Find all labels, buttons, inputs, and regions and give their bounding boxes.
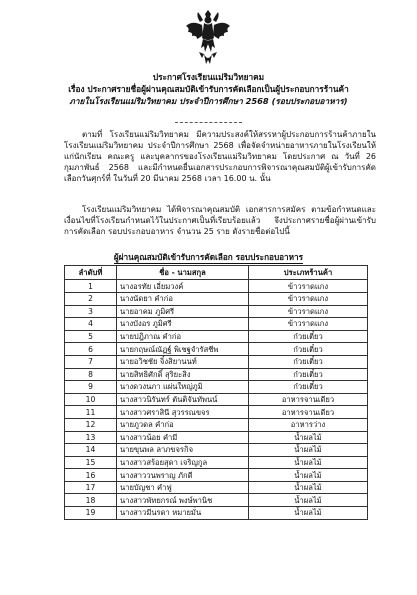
table-row (65, 343, 368, 356)
row-number: 16 (65, 469, 117, 482)
row-shop-type: น้ำผลไม้ (249, 456, 368, 469)
row-name: นายสิทธิศักดิ์ สุริยะสิง (117, 368, 249, 381)
row-number: 2 (65, 292, 117, 305)
table-row (65, 406, 368, 419)
row-number: 19 (65, 507, 117, 520)
table-row (65, 469, 368, 482)
table-row (65, 381, 368, 394)
row-number: 11 (65, 406, 117, 419)
row-shop-type: ก๋วยเตี๋ยว (249, 330, 368, 343)
row-number: 6 (65, 343, 117, 356)
row-name: นางสาวสร้อยสุดา เจริญกูล (117, 456, 249, 469)
row-name: นายปฎิภาณ คำก่อ (117, 330, 249, 343)
row-name: นางสาวศราสินี สุวรรณขจร (117, 406, 249, 419)
column-header-name: ชื่อ - นามสกุล (117, 266, 249, 280)
row-name: นางสาวมีนรดา หมายมั่น (117, 507, 249, 520)
row-name: นางบังอร ภูมิศรี (117, 318, 249, 331)
row-number: 13 (65, 431, 117, 444)
row-number: 7 (65, 355, 117, 368)
row-number: 18 (65, 494, 117, 507)
row-name: นางนัดยา คำก่อ (117, 292, 249, 305)
table-header-row (65, 266, 368, 280)
announcement-subject-line2: ภายในโรงเรียนแม่ริมวิทยาคม ประจำปีการศึกษา 2568 (รอบประกอบอาหาร) (69, 96, 348, 106)
table-row (65, 280, 368, 293)
row-name: นางสาววนพราญ ภักดี (117, 469, 249, 482)
column-header-number: ลำดับที่ (65, 266, 117, 280)
qualified-vendors-table (64, 265, 368, 520)
garuda-emblem-icon (184, 8, 232, 66)
row-shop-type: น้ำผลไม้ (249, 507, 368, 520)
row-shop-type: น้ำผลไม้ (249, 481, 368, 494)
table-row (65, 355, 368, 368)
row-name: นางสาวน้อย คำมี (117, 431, 249, 444)
table-row (65, 507, 368, 520)
row-number: 15 (65, 456, 117, 469)
row-shop-type: น้ำผลไม้ (249, 494, 368, 507)
row-shop-type: ข้าวราดแกง (249, 305, 368, 318)
table-row (65, 330, 368, 343)
row-name: นายบัญชา คำฟู (117, 481, 249, 494)
announcement-subject: เรื่อง ประกาศรายชื่อผู้ผ่านคุณสมบัติเข้ารับการคัดเลือกเป็นผู้ประกอบการร้านค้า (68, 84, 349, 94)
row-number: 3 (65, 305, 117, 318)
heading-separator (175, 122, 242, 123)
row-shop-type: ข้าวราดแกง (249, 292, 368, 305)
table-row (65, 368, 368, 381)
table-row (65, 444, 368, 457)
row-number: 4 (65, 318, 117, 331)
row-name: นายภูวดล คำก่อ (117, 418, 249, 431)
row-number: 9 (65, 381, 117, 394)
row-shop-type: ก๋วยเตี๋ยว (249, 343, 368, 356)
table-row (65, 292, 368, 305)
row-name: นายกฤษณ์ณัฏฐ์ พิเชฐจำรัสชีพ (117, 343, 249, 356)
table-row (65, 418, 368, 431)
table-row (65, 305, 368, 318)
row-name: นายอวิชชัย จิ๋งสิยานนท์ (117, 355, 249, 368)
row-shop-type: ก๋วยเตี๋ยว (249, 381, 368, 394)
row-shop-type: อาหารจานเดียว (249, 406, 368, 419)
table-row (65, 393, 368, 406)
row-shop-type: น้ำผลไม้ (249, 431, 368, 444)
row-shop-type: ข้าวราดแกง (249, 318, 368, 331)
table-row (65, 481, 368, 494)
row-shop-type: น้ำผลไม้ (249, 444, 368, 457)
row-number: 14 (65, 444, 117, 457)
row-number: 8 (65, 368, 117, 381)
column-header-shop-type: ประเภทร้านค้า (249, 266, 368, 280)
row-name: นายขุนพล ลาภขจรกิจ (117, 444, 249, 457)
row-number: 10 (65, 393, 117, 406)
row-shop-type: น้ำผลไม้ (249, 469, 368, 482)
table-row (65, 456, 368, 469)
table-row (65, 431, 368, 444)
announcement-title: ประกาศโรงเรียนแม่ริมวิทยาคม (152, 72, 265, 82)
row-number: 1 (65, 280, 117, 293)
row-shop-type: อาหารว่าง (249, 418, 368, 431)
row-number: 5 (65, 330, 117, 343)
table-row (65, 318, 368, 331)
table-row (65, 494, 368, 507)
row-name: นางอรทัย เอี่ยมวงค์ (117, 280, 249, 293)
row-name: นางดวงนภา แผ่นใหญ่ภูมิ (117, 381, 249, 394)
row-shop-type: อาหารจานเดียว (249, 393, 368, 406)
row-shop-type: ก๋วยเตี๋ยว (249, 368, 368, 381)
row-number: 12 (65, 418, 117, 431)
row-name: นางสาวพัทยกรณ์ พงษ์พานิช (117, 494, 249, 507)
row-name: นายอาคม ภูมิศรี (117, 305, 249, 318)
paragraph-background: ตามที่ โรงเรียนแม่ริมวิทยาคม มีความประสงค์ให้สรรหาผู้ประกอบการร้านค้าภายในโรงเรียนแม่ริมวิทยาคม ประจำปีการศึกษา 2568 เพื่อจัดจำหน่ายอาหารภายในโรงเรียนให้แก่นักเรียน คณะครู และบุคลากรของโรงเรียนแม่ริมวิทยาคม โดยประกาศ ณ วันที่ 26 กุมภาพันธ์ 2568 และมีกำหนดยื่นเอกสารประกอบการพิจารณาคุณสมบัติผู้เข้ารับการคัดเลือกวันศุกร์ที่ ในวันที่ 20 มีนาคม 2568 เวลา 16.00 น. นั้น (64, 130, 376, 183)
row-shop-type: ก๋วยเตี๋ยว (249, 355, 368, 368)
row-number: 17 (65, 481, 117, 494)
paragraph-result: โรงเรียนแม่ริมวิทยาคม ได้พิจารณาคุณสมบัติ เอกสารการสมัคร ตามข้อกำหนดและเงื่อนไขที่โรงเรียนกำหนดไว้ในประกาศเป็นที่เรียบร้อยแล้ว จึงประกาศรายชื่อผู้ผ่านเข้ารับการคัดเลือก รอบประกอบอาหาร จำนวน 25 ราย ดังรายชื่อต่อไปนี้ (64, 205, 376, 236)
row-shop-type: ข้าวราดแกง (249, 280, 368, 293)
table-title: ผู้ผ่านคุณสมบัติเข้ารับการคัดเลือก รอบประกอบอาหาร (113, 252, 304, 262)
row-name: นางสาวนิรันทร์ ตันติจันทัพนน์ (117, 393, 249, 406)
